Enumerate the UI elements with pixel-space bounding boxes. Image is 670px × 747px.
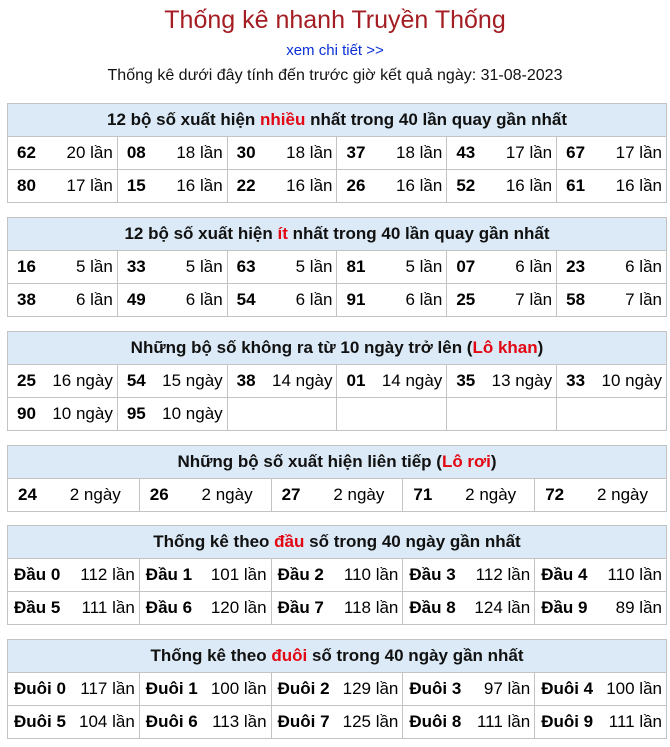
list-item: Đuôi 8 111 lần bbox=[403, 706, 535, 739]
list-item: 38 14 ngày bbox=[227, 365, 337, 398]
duoi-stats-table bbox=[7, 639, 667, 739]
least-frequent-header: 12 bộ số xuất hiện ít nhất trong 40 lần quay gần nhất bbox=[8, 218, 667, 251]
dau-stats-header: Thống kê theo đầu số trong 40 ngày gần nhất bbox=[8, 526, 667, 559]
list-item: Đuôi 6 113 lần bbox=[139, 706, 271, 739]
list-item: Đầu 5 111 lần bbox=[8, 592, 140, 625]
empty-cell bbox=[337, 398, 447, 431]
list-item: Đầu 1 101 lần bbox=[139, 559, 271, 592]
list-item: Đầu 8 124 lần bbox=[403, 592, 535, 625]
list-item: 26 2 ngày bbox=[139, 479, 271, 512]
lo-khan-header: Những bộ số không ra từ 10 ngày trở lên (Lô khan) bbox=[8, 332, 667, 365]
list-item: 80 17 lần bbox=[8, 170, 118, 203]
empty-cell bbox=[557, 398, 667, 431]
list-item: 63 5 lần bbox=[227, 251, 337, 284]
list-item: Đầu 3 112 lần bbox=[403, 559, 535, 592]
list-item: Đầu 6 120 lần bbox=[139, 592, 271, 625]
list-item: 25 16 ngày bbox=[8, 365, 118, 398]
list-item: 54 15 ngày bbox=[117, 365, 227, 398]
empty-cell bbox=[447, 398, 557, 431]
list-item: Đầu 0 112 lần bbox=[8, 559, 140, 592]
list-item: 37 18 lần bbox=[337, 137, 447, 170]
list-item: 27 2 ngày bbox=[271, 479, 403, 512]
empty-cell bbox=[227, 398, 337, 431]
list-item: Đầu 2 110 lần bbox=[271, 559, 403, 592]
list-item: Đuôi 9 111 lần bbox=[535, 706, 667, 739]
list-item: 43 17 lần bbox=[447, 137, 557, 170]
list-item: Đuôi 0 117 lần bbox=[8, 673, 140, 706]
list-item: 38 6 lần bbox=[8, 284, 118, 317]
list-item: 08 18 lần bbox=[117, 137, 227, 170]
dau-stats-table bbox=[7, 525, 667, 625]
list-item: 81 5 lần bbox=[337, 251, 447, 284]
list-item: 54 6 lần bbox=[227, 284, 337, 317]
list-item: 33 5 lần bbox=[117, 251, 227, 284]
view-details-link[interactable]: xem chi tiết >> bbox=[286, 42, 384, 59]
list-item: 52 16 lần bbox=[447, 170, 557, 203]
list-item: 62 20 lần bbox=[8, 137, 118, 170]
list-item: Đuôi 4 100 lần bbox=[535, 673, 667, 706]
list-item: 95 10 ngày bbox=[117, 398, 227, 431]
list-item: 22 16 lần bbox=[227, 170, 337, 203]
list-item: 61 16 lần bbox=[557, 170, 667, 203]
stats-date-note: Thống kê dưới đây tính đến trước giờ kết quả ngày: 31-08-2023 bbox=[107, 67, 563, 84]
list-item: Đuôi 5 104 lần bbox=[8, 706, 140, 739]
list-item: 25 7 lần bbox=[447, 284, 557, 317]
list-item: 07 6 lần bbox=[447, 251, 557, 284]
lo-roi-header: Những bộ số xuất hiện liên tiếp (Lô rơi) bbox=[8, 446, 667, 479]
list-item: 58 7 lần bbox=[557, 284, 667, 317]
list-item: Đầu 9 89 lần bbox=[535, 592, 667, 625]
list-item: 01 14 ngày bbox=[337, 365, 447, 398]
list-item: 72 2 ngày bbox=[535, 479, 667, 512]
list-item: Đuôi 3 97 lần bbox=[403, 673, 535, 706]
list-item: 33 10 ngày bbox=[557, 365, 667, 398]
list-item: Đuôi 2 129 lần bbox=[271, 673, 403, 706]
list-item: Đuôi 1 100 lần bbox=[139, 673, 271, 706]
least-frequent-table bbox=[7, 217, 667, 317]
list-item: Đầu 7 118 lần bbox=[271, 592, 403, 625]
list-item: 91 6 lần bbox=[337, 284, 447, 317]
list-item: 71 2 ngày bbox=[403, 479, 535, 512]
list-item: 67 17 lần bbox=[557, 137, 667, 170]
list-item: 35 13 ngày bbox=[447, 365, 557, 398]
duoi-stats-header: Thống kê theo đuôi số trong 40 ngày gần nhất bbox=[8, 640, 667, 673]
list-item: 49 6 lần bbox=[117, 284, 227, 317]
page-title: Thống kê nhanh Truyền Thống bbox=[164, 6, 506, 34]
most-frequent-header: 12 bộ số xuất hiện nhiều nhất trong 40 lần quay gần nhất bbox=[8, 104, 667, 137]
list-item: 90 10 ngày bbox=[8, 398, 118, 431]
list-item: 26 16 lần bbox=[337, 170, 447, 203]
most-frequent-table bbox=[7, 103, 667, 203]
list-item: 24 2 ngày bbox=[8, 479, 140, 512]
lo-khan-table bbox=[7, 331, 667, 431]
list-item: 23 6 lần bbox=[557, 251, 667, 284]
list-item: 16 5 lần bbox=[8, 251, 118, 284]
list-item: 30 18 lần bbox=[227, 137, 337, 170]
list-item: Đuôi 7 125 lần bbox=[271, 706, 403, 739]
list-item: 15 16 lần bbox=[117, 170, 227, 203]
list-item: Đầu 4 110 lần bbox=[535, 559, 667, 592]
lo-roi-table bbox=[7, 445, 667, 512]
